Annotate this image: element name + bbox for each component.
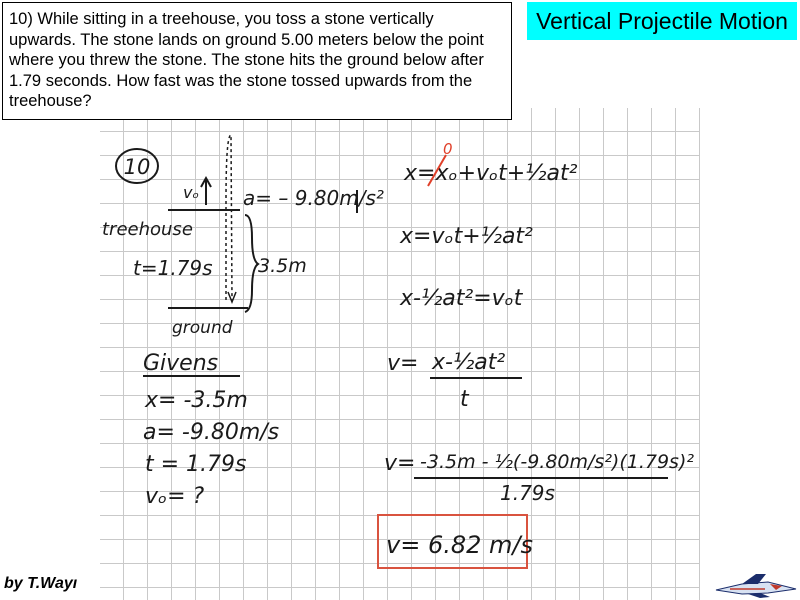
distance-label: 3.5m xyxy=(258,255,307,277)
equation-4-lhs: v= xyxy=(387,351,419,376)
equation-5-lhs: v= xyxy=(384,451,416,476)
equation-1: x=xₒ+vₒt+½at² xyxy=(404,161,578,186)
given-a: a= -9.80m/s xyxy=(143,420,280,445)
equation-2: x=vₒt+½at² xyxy=(400,224,533,249)
distance-brace xyxy=(245,215,258,312)
equation-3: x-½at²=vₒt xyxy=(400,286,523,311)
answer: v= 6.82 m/s xyxy=(386,531,533,559)
treehouse-label: treehouse xyxy=(102,219,193,240)
equation-5-denominator: 1.79s xyxy=(500,481,555,505)
jet-logo xyxy=(716,574,796,598)
acceleration-label: a= – 9.80m/s² xyxy=(243,186,384,210)
given-x: x= -3.5m xyxy=(145,388,248,413)
givens-heading: Givens xyxy=(143,351,219,376)
given-t: t = 1.79s xyxy=(145,452,247,477)
slide-title: Vertical Projectile Motion xyxy=(527,2,797,40)
v0-label: vₒ xyxy=(183,183,200,202)
author-credit: by T.Wayı xyxy=(4,575,78,592)
equation-5-numerator: -3.5m - ½(-9.80m/s²)(1.79s)² xyxy=(420,451,694,473)
equation-4-denominator: t xyxy=(460,387,469,412)
problem-number: 10 xyxy=(123,155,151,179)
time-label: t=1.79s xyxy=(133,256,213,280)
trajectory-dashed-line xyxy=(226,135,232,300)
given-v: vₒ= ? xyxy=(145,484,205,509)
equation-1-zero: 0 xyxy=(443,140,453,158)
problem-statement: 10) While sitting in a treehouse, you toss a stone vertically upwards. The stone lands on ground 5.00 meters below the point where you threw the stone. The stone hits the ground below after 1.79 seconds. How fast was the stone tossed upwards from the treehouse? xyxy=(2,2,512,120)
equation-4-numerator: x-½at² xyxy=(432,350,506,375)
ground-label: ground xyxy=(172,318,233,338)
